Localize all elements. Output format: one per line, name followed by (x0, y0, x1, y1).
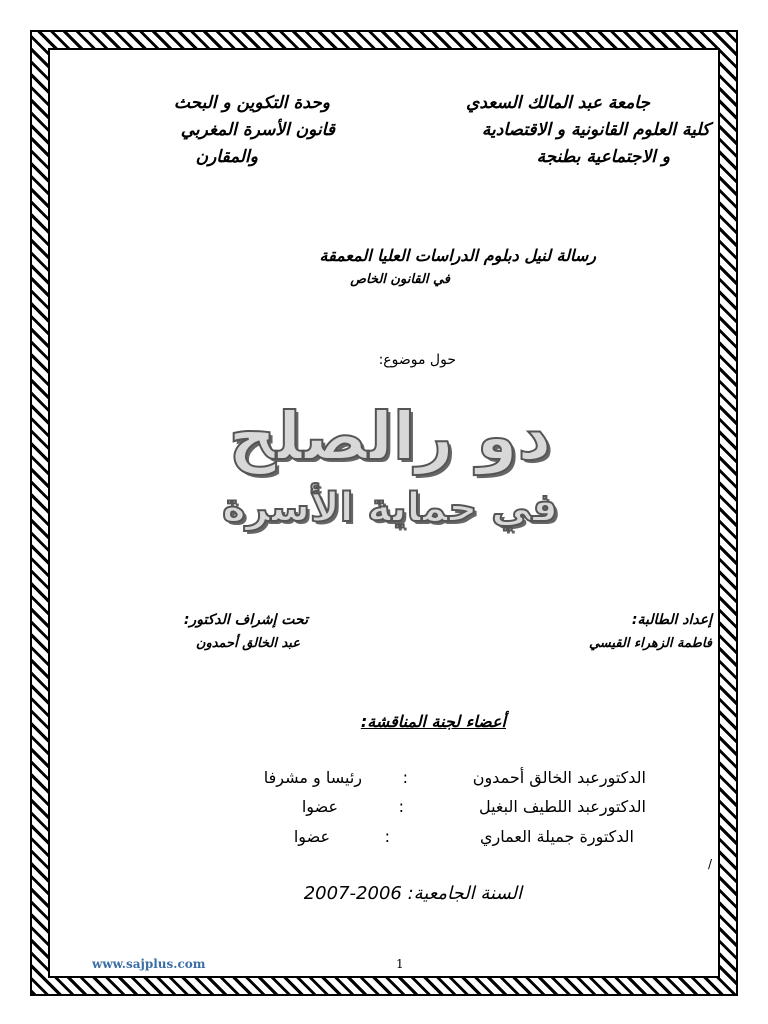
unit-name: وحدة التكوين و البحث (173, 93, 330, 113)
committee-member-role: رئيسا و مشرفا (263, 768, 362, 787)
program-name: قانون الأسرة المغربي (180, 120, 335, 140)
university-name: جامعة عبد المالك السعدي (466, 93, 650, 113)
student-label: إعداد الطالبة: (631, 612, 712, 628)
committee-member-role: عضوا (293, 827, 330, 846)
committee-member-name: الدكتورة جميلة العماري (480, 827, 634, 846)
committee-member-name: الدكتورعبد اللطيف البغيل (478, 797, 646, 816)
committee-heading: أعضاء لجنة المناقشة: (360, 712, 506, 731)
committee-separator: : (402, 768, 408, 787)
stray-mark: / (707, 857, 712, 871)
committee-separator: : (384, 827, 390, 846)
academic-year: السنة الجامعية: 2006-2007 (303, 883, 522, 904)
committee-member-role: عضوا (301, 797, 338, 816)
page-number: 1 (396, 957, 404, 971)
committee-member-name: الدكتورعبد الخالق أحمدون (472, 768, 646, 787)
title-line-2: في حماية الأسرة (222, 485, 558, 531)
supervisor-name: عبد الخالق أحمدون (195, 636, 300, 651)
student-name: فاطمة الزهراء القيسي (588, 636, 712, 651)
website-link[interactable]: www.sajplus.com (92, 957, 206, 971)
thesis-purpose: رسالة لنيل دبلوم الدراسات العليا المعمقة (319, 246, 596, 265)
title-line-1: دو رالصلح (228, 398, 552, 475)
supervisor-label: تحت إشراف الدكتور: (183, 612, 308, 628)
committee-separator: : (398, 797, 404, 816)
thesis-field: في القانون الخاص (350, 272, 450, 287)
faculty-name-cont: و الاجتماعية بطنجة (536, 147, 670, 167)
subject-label: حول موضوع: (378, 352, 456, 368)
faculty-name: كلية العلوم القانونية و الاقتصادية (481, 120, 710, 140)
program-name-cont: والمقارن (195, 147, 258, 167)
